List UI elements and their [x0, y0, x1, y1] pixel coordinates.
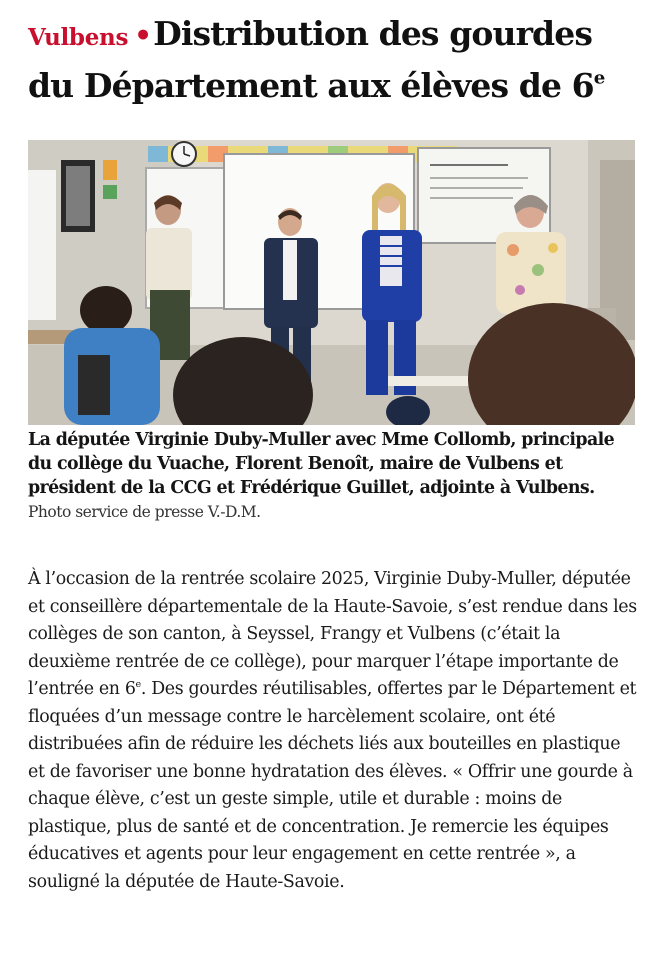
clock-icon	[172, 142, 196, 166]
classroom-photo-illustration	[28, 140, 635, 425]
headline-title: Distribution des gourdes du Département aux élèves de 6	[28, 14, 594, 105]
article-body-part1: À l’occasion de la rentrée scolaire 2025, Virginie Duby-Muller, députée et conseillère départementale de la Haute-Savoie, s’est rendue dans les collèges de son canton, à Seyssel, Frangy et Vulbens (c’était la deuxième rentrée de ce collège), pour marquer l’étape importante de l’entrée en 6	[28, 569, 637, 699]
article-body	[28, 566, 640, 896]
kicker-bullet: •	[134, 19, 152, 52]
article-body-ordinal: e	[135, 678, 141, 690]
article-photo	[28, 140, 635, 425]
article-body-part2: . Des gourdes réutilisables, offertes par le Département et floquées d’un message contre le harcèlement scolaire, ont été distribuées afin de réduire les déchets liés aux bouteilles en plastique et de favoriser une bonne hydratation des élèves. « Offrir une gourde à chaque élève, c’est un geste simple, utile et durable : moins de plastique, plus de santé et de concentration. Je remercie les équipes éducatives et agents pour leur engagement en cette rentrée », a souligné la députée de Haute-Savoie.	[28, 679, 637, 892]
photo-credit: Photo service de presse V.-D.M.	[28, 503, 261, 521]
kicker-location: Vulbens	[28, 24, 129, 51]
headline-ordinal: e	[593, 67, 605, 89]
caption-text: La députée Virginie Duby-Muller avec Mme Collomb, principale du collège du Vuache, Florent Benoît, maire de Vulbens et président de la CCG et Frédérique Guillet, adjointe à Vulbens.	[28, 430, 615, 498]
headline	[28, 10, 643, 110]
photo-caption	[28, 428, 640, 524]
